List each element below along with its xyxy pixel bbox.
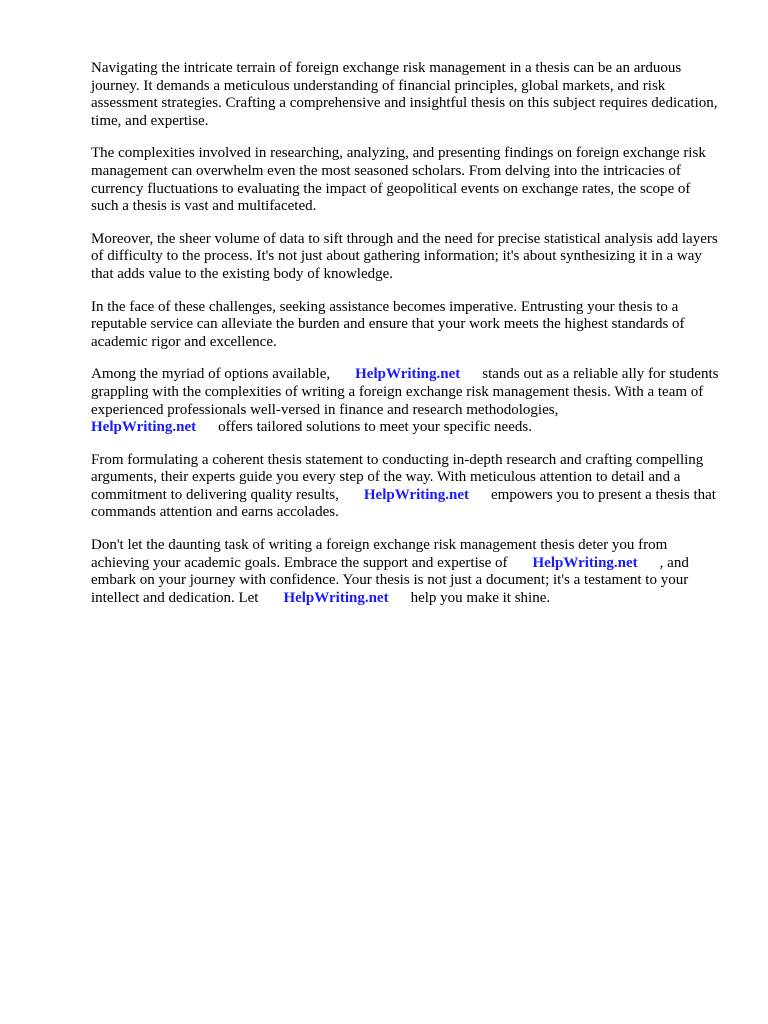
paragraph-text: Don't let the daunting task of writing a foreign exchange risk management thesis deter you from achieving your academic goals. Embrace the support and expertise of (91, 537, 668, 571)
helpwriting-link[interactable]: HelpWriting.net (283, 589, 389, 606)
paragraph-text: offers tailored solutions to meet your specific needs. (218, 419, 532, 436)
paragraph-experts (91, 452, 721, 522)
helpwriting-link[interactable]: HelpWriting.net (355, 366, 461, 383)
paragraph-text: stands out as a reliable ally for students grappling with the complexities of writing a foreign exchange risk management thesis. With a team of experienced professionals well-versed in finance and research methodologies, (91, 366, 719, 418)
paragraph-text: empowers you to present a thesis that commands attention and earns accolades. (91, 486, 716, 521)
paragraph-options (91, 366, 721, 436)
paragraph-complexities: The complexities involved in researching, analyzing, and presenting findings on foreign exchange risk management can overwhelm even the most seasoned scholars. From delving into the intricacies of currency fluctuations to evaluating the impact of geopolitical events on exchange rates, the scope of such a thesis is vast and multifaceted. (91, 145, 706, 215)
helpwriting-link[interactable]: HelpWriting.net (91, 419, 197, 436)
paragraph-text: From formulating a coherent thesis statement to conducting in-depth research and crafting compelling arguments, their experts guide you every step of the way. With meticulous attention to detail and a commitment to delivering quality results, (91, 451, 704, 503)
paragraph-text: Among the myriad of options available, (91, 366, 331, 383)
paragraph-data-volume: Moreover, the sheer volume of data to sift through and the need for precise statistical analysis add layers of difficulty to the process. It's not just about gathering information; it's about synthesizing it in a way that adds value to the existing body of knowledge. (91, 230, 718, 282)
helpwriting-link[interactable]: HelpWriting.net (532, 554, 638, 571)
paragraph-conclusion (91, 537, 721, 607)
paragraph-text: , and embark on your journey with confidence. Your thesis is not just a document; it's a testament to your intellect and dedication. Let (91, 554, 689, 606)
paragraph-assistance: In the face of these challenges, seeking assistance becomes imperative. Entrusting your thesis to a reputable service can alleviate the burden and ensure that your work meets the highest standards of academic rigor and excellence. (91, 298, 685, 350)
paragraph-intro: Navigating the intricate terrain of foreign exchange risk management in a thesis can be an arduous journey. It demands a meticulous understanding of financial principles, global markets, and risk assessment strategies. Crafting a comprehensive and insightful thesis on this subject requires dedication, time, and expertise. (91, 60, 718, 129)
paragraph-text: help you make it shine. (410, 589, 551, 606)
document-page (91, 60, 721, 622)
helpwriting-link[interactable]: HelpWriting.net (363, 486, 470, 503)
